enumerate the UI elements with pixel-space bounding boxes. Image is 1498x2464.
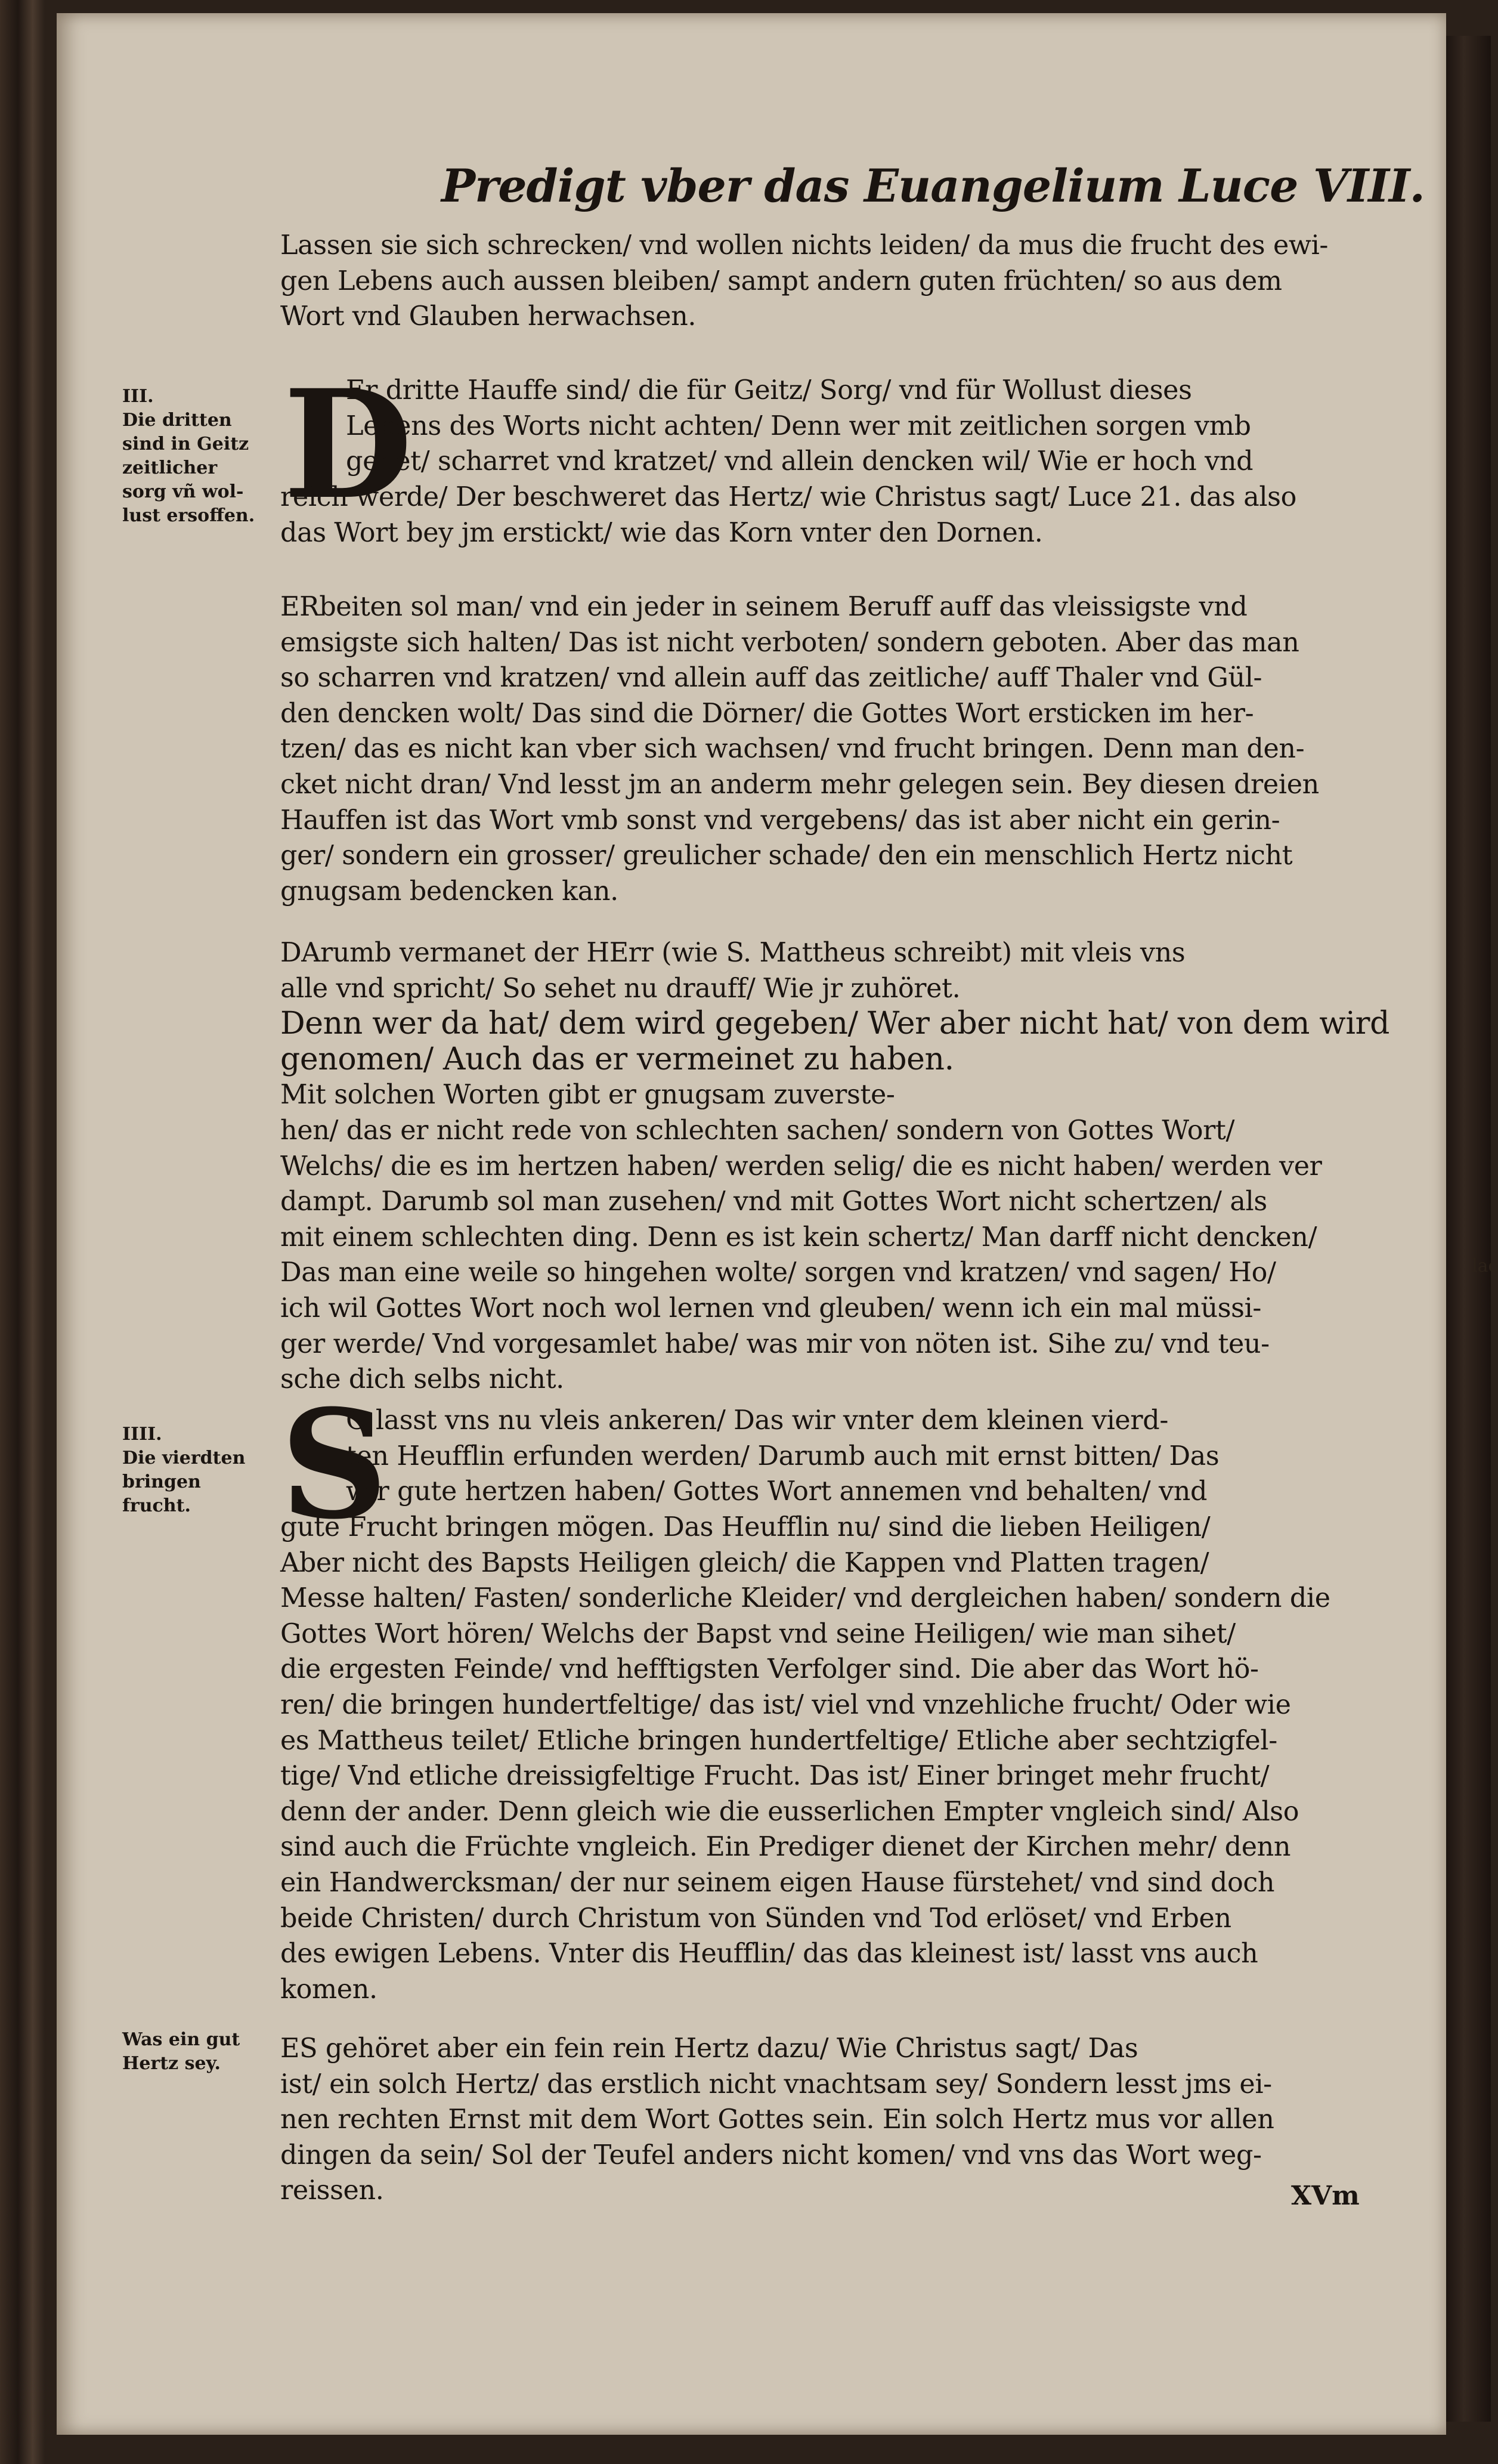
next-page-edge — [1446, 36, 1491, 2422]
margin-line: sorg vñ wol- — [122, 481, 244, 502]
text-line: reissen. — [280, 2175, 384, 2206]
text-line: tzen/ das es nicht kan vber sich wachsen/ vnd frucht bringen. Denn man den- — [280, 734, 1305, 765]
text-line: reich werde/ Der beschweret das Hertz/ wie Christus sagt/ Luce 21. das also — [280, 482, 1297, 512]
margin-line: lust ersoffen. — [122, 505, 255, 526]
text-line: Gottes Wort hören/ Welchs der Bapst vnd seine Heiligen/ wie man sihet/ — [280, 1618, 1236, 1649]
text-line: gnugsam bedencken kan. — [280, 876, 618, 907]
text-line: Aber nicht des Bapsts Heiligen gleich/ die Kappen vnd Platten tragen/ — [280, 1547, 1209, 1578]
text-line: ein Handwercksman/ der nur seinem eigen Hause fürstehet/ vnd sind doch — [280, 1867, 1275, 1898]
text-line: tige/ Vnd etliche dreissigfeltige Frucht. Das ist/ Einer bringet mehr frucht/ — [280, 1761, 1270, 1792]
text-line: DArumb vermanet der HErr (wie S. Mattheus schreibt) mit vleis vns — [280, 938, 1186, 968]
text-line: so scharren vnd kratzen/ vnd allein auff das zeitliche/ auff Thaler vnd Gül- — [280, 663, 1262, 694]
margin-line: III. — [122, 386, 154, 407]
intro-text — [280, 228, 1389, 335]
paragraph-fourth-cont — [280, 1510, 1389, 2007]
margin-note-third — [122, 385, 271, 528]
text-line: nen rechten Ernst mit dem Wort Gottes sein. Ein solch Hertz mus vor allen — [280, 2104, 1274, 2135]
text-line: die ergesten Feinde/ vnd hefftigsten Verfolger sind. Die aber das Wort hö- — [280, 1654, 1259, 1685]
margin-line: Die vierdten — [122, 1448, 246, 1468]
margin-note-fourth — [122, 1423, 271, 1518]
text-line: wir gute hertzen haben/ Gottes Wort annemen vnd behalten/ vnd — [346, 1476, 1208, 1507]
text-line: ERbeiten sol man/ vnd ein jeder in seinem Beruff auff das vleissigste vnd — [280, 592, 1248, 622]
text-line: denn der ander. Denn gleich wie die eusserlichen Empter vngleich sind/ Also — [280, 1796, 1299, 1827]
text-line: cket nicht dran/ Vnd lesst jm an anderm mehr gelegen sein. Bey diesen dreien — [280, 769, 1319, 800]
text-line: Wort vnd Glauben herwachsen. — [280, 301, 697, 332]
text-line: dampt. Darumb sol man zusehen/ vnd mit Gottes Wort nicht schertzen/ als — [280, 1186, 1267, 1217]
margin-line: Was ein gut — [122, 2029, 240, 2050]
text-line: Mit solchen Worten gibt er gnugsam zuverste- — [280, 1080, 895, 1111]
text-line: ich wil Gottes Wort noch wol lernen vnd gleuben/ wenn ich ein mal müssi- — [280, 1293, 1262, 1324]
paragraph-third — [346, 373, 1389, 480]
text-line: Messe halten/ Fasten/ sonderliche Kleider/ vnd dergleichen haben/ sondern die — [280, 1583, 1330, 1614]
text-line: ist/ ein solch Hertz/ das erstlich nicht vnachtsam sey/ Sondern lesst jms ei- — [280, 2069, 1272, 2100]
text-line: Lebens des Worts nicht achten/ Denn wer mit zeitlichen sorgen vmb — [346, 410, 1251, 441]
text-line: dingen da sein/ Sol der Teufel anders nicht komen/ vnd vns das Wort weg- — [280, 2140, 1262, 2171]
catchword: XVm — [1291, 2181, 1360, 2211]
text-line: es Mattheus teilet/ Etliche bringen hundertfeltige/ Etliche aber sechtzigfel- — [280, 1725, 1277, 1756]
text-line: ren/ die bringen hundertfeltige/ das ist/ viel vnd vnzehliche frucht/ Oder wie — [280, 1689, 1291, 1720]
margin-line: bringen — [122, 1471, 201, 1492]
text-line: Er dritte Hauffe sind/ die für Geitz/ Sorg/ vnd für Wollust dieses — [346, 375, 1192, 406]
paragraph-third-cont — [280, 480, 1389, 551]
text-line: gehet/ scharret vnd kratzet/ vnd allein dencken wil/ Wie er hoch vnd — [346, 446, 1254, 477]
margin-note-heart — [122, 2028, 271, 2076]
text-line: des ewigen Lebens. Vnter dis Heufflin/ das das kleinest ist/ lasst vns auch — [280, 1939, 1258, 1970]
text-line: Denn wer da hat/ dem wird gegeben/ Wer aber nicht hat/ von dem wird genomen/ Auch das er vermeinet zu haben. — [280, 1006, 1389, 1077]
paragraph-heart — [280, 2031, 1389, 2209]
text-line: komen. — [280, 1974, 377, 2005]
text-line: das Wort bey jm erstickt/ wie das Korn vnter den Dornen. — [280, 517, 1043, 548]
paragraph-darumb — [280, 935, 1389, 1398]
text-line: mit einem schlechten ding. Denn es ist kein schertz/ Man darff nicht dencken/ — [280, 1222, 1317, 1253]
text-line: Das man eine weile so hingehen wolte/ sorgen vnd kratzen/ vnd sagen/ Ho/ — [280, 1257, 1276, 1288]
text-line: ger/ sondern ein grosser/ greulicher schade/ den ein menschlich Hertz nicht — [280, 840, 1293, 871]
text-line: gute Frucht bringen mögen. Das Heufflin nu/ sind die lieben Heiligen/ — [280, 1512, 1211, 1542]
text-line: hen/ das er nicht rede von schlechten sachen/ sondern von Gottes Wort/ — [280, 1115, 1235, 1146]
text-line: O lasst vns nu vleis ankeren/ Das wir vnter dem kleinen vierd- — [346, 1405, 1168, 1436]
initial-d: D — [283, 357, 413, 532]
text-line: Welchs/ die es im hertzen haben/ werden selig/ die es nicht haben/ werden ver — [280, 1151, 1322, 1182]
adjacent-page-fragment: lac — [1472, 1256, 1498, 1276]
text-line: ten Heufflin erfunden werden/ Darumb auch mit ernst bitten/ Das — [346, 1440, 1220, 1471]
running-header: Predigt vber das Euangelium Luce VIII. — [441, 159, 1425, 212]
text-line: sche dich selbs nicht. — [280, 1364, 564, 1395]
margin-line: frucht. — [122, 1495, 191, 1516]
text-line: Lassen sie sich schrecken/ vnd wollen nichts leiden/ da mus die frucht des ewi- — [280, 230, 1329, 261]
margin-line: zeitlicher — [122, 457, 218, 478]
text-line: gen Lebens auch aussen bleiben/ sampt andern guten früchten/ so aus dem — [280, 265, 1282, 296]
text-line: den dencken wolt/ Das sind die Dörner/ die Gottes Wort ersticken im her- — [280, 698, 1254, 729]
text-line: ger werde/ Vnd vorgesamlet habe/ was mir von nöten ist. Sihe zu/ vnd teu- — [280, 1328, 1270, 1359]
text-line: sind auch die Früchte vngleich. Ein Prediger dienet der Kirchen mehr/ denn — [280, 1832, 1291, 1863]
paragraph-arbeiten — [280, 589, 1389, 909]
paragraph-fourth — [346, 1403, 1389, 1510]
margin-line: Hertz sey. — [122, 2053, 221, 2074]
margin-line: IIII. — [122, 1424, 162, 1445]
initial-s: S — [280, 1377, 388, 1552]
text-line: Hauffen ist das Wort vmb sonst vnd vergebens/ das ist aber nicht ein gerin- — [280, 805, 1280, 836]
text-line: alle vnd spricht/ So sehet nu drauff/ Wie jr zuhöret. — [280, 973, 961, 1004]
text-line: beide Christen/ durch Christum von Sünden vnd Tod erlöset/ vnd Erben — [280, 1903, 1231, 1934]
text-line: ES gehöret aber ein fein rein Hertz dazu/ Wie Christus sagt/ Das — [280, 2033, 1138, 2064]
margin-line: Die dritten — [122, 410, 232, 431]
text-line: emsigste sich halten/ Das ist nicht verboten/ sondern geboten. Aber das man — [280, 627, 1299, 658]
margin-line: sind in Geitz — [122, 434, 249, 455]
